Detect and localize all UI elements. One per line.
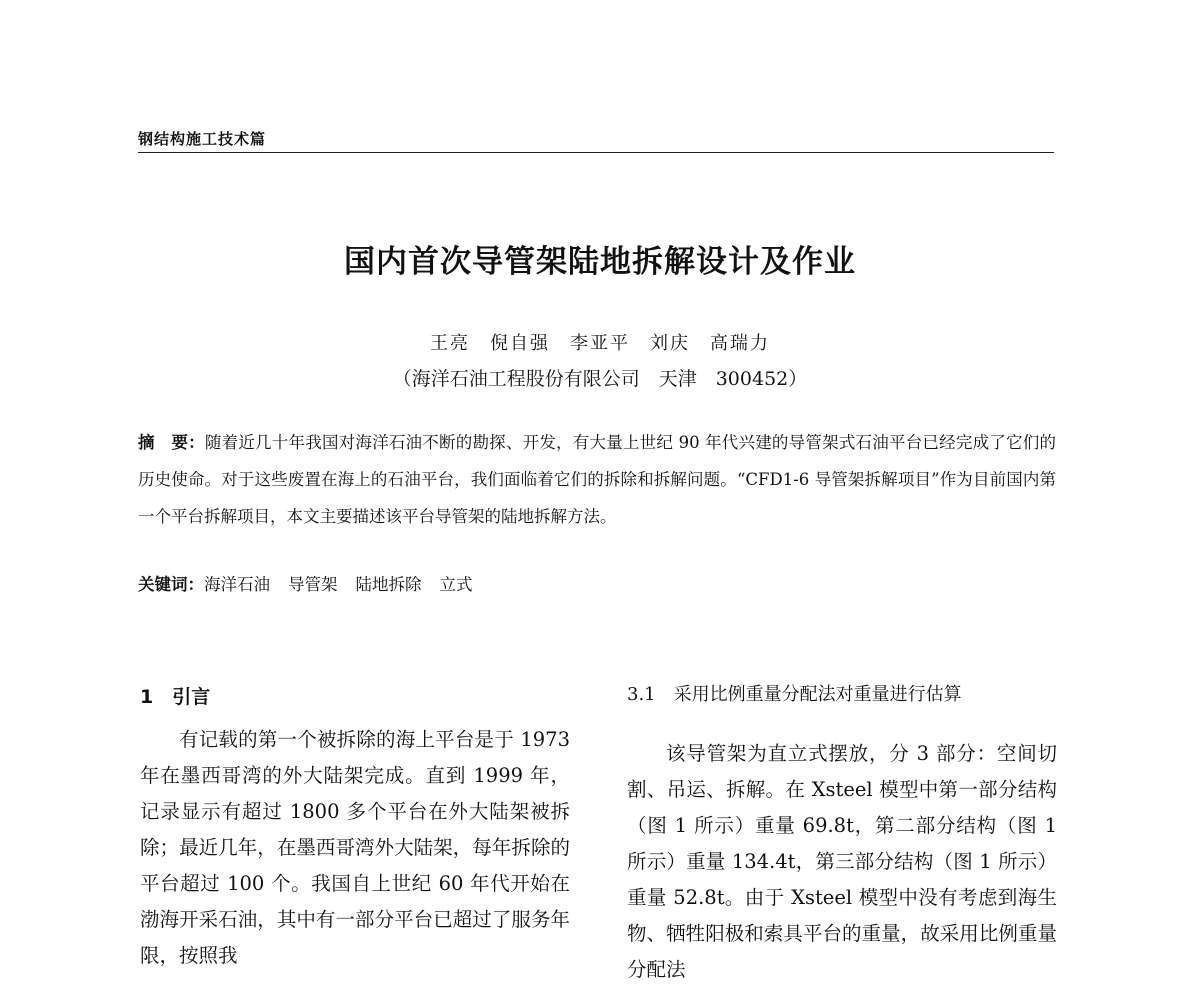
keywords — [138, 570, 1056, 600]
keywords-label: 关键词： — [138, 575, 204, 594]
running-header: 钢结构施工技术篇 — [138, 130, 267, 148]
header-divider — [138, 152, 1054, 153]
author-affiliation: （海洋石油工程股份有限公司 天津 300452） — [392, 368, 808, 390]
abstract-label: 摘 要： — [138, 433, 205, 452]
paper-title: 国内首次导管架陆地拆解设计及作业 — [344, 244, 856, 280]
section-1-body: 有记载的第一个被拆除的海上平台是于 1973 年在墨西哥湾的外大陆架完成。直到 1999 年，记录显示有超过 1800 多个平台在外大陆架被拆除；最近几年，在墨西哥湾外大陆架，每年拆除的平台超过 100 个。我国自上世纪 60 年代开始在渤海开采石油，其中有一部分平台已超过了服务年限，按照我 — [140, 728, 570, 967]
section-1-heading: 1 引言 — [140, 686, 211, 708]
section-3-1-heading: 3.1 采用比例重量分配法对重量进行估算 — [627, 684, 962, 705]
abstract — [138, 424, 1056, 535]
author-list: 王亮 倪自强 李亚平 刘庆 高瑞力 — [430, 333, 770, 354]
section-3-1-body: 该导管架为直立式摆放，分 3 部分：空间切割、吊运、拆解。在 Xsteel 模型中第一部分结构（图 1 所示）重量 69.8t，第二部分结构（图 1 所示）重量 134.4t，第三部分结构（图 1 所示）重量 52.8t。由于 Xsteel 模型中没有考虑到海生物、牺牲阳极和索具平台的重量，故采用比例重量分配法 — [627, 742, 1057, 981]
keyword: 立式 — [439, 575, 473, 594]
abstract-text: 随着近几十年我国对海洋石油不断的勘探、开发，有大量上世纪 90 年代兴建的导管架式石油平台已经完成了它们的历史使命。对于这些废置在海上的石油平台，我们面临着它们的拆除和拆解问题。“CFD1-6 导管架拆解项目”作为目前国内第一个平台拆解项目，本文主要描述该平台导管架的陆地拆解方法。 — [138, 433, 1056, 526]
keyword: 海洋石油 — [204, 575, 270, 594]
keyword: 陆地拆除 — [355, 575, 422, 594]
keyword: 导管架 — [288, 575, 338, 594]
